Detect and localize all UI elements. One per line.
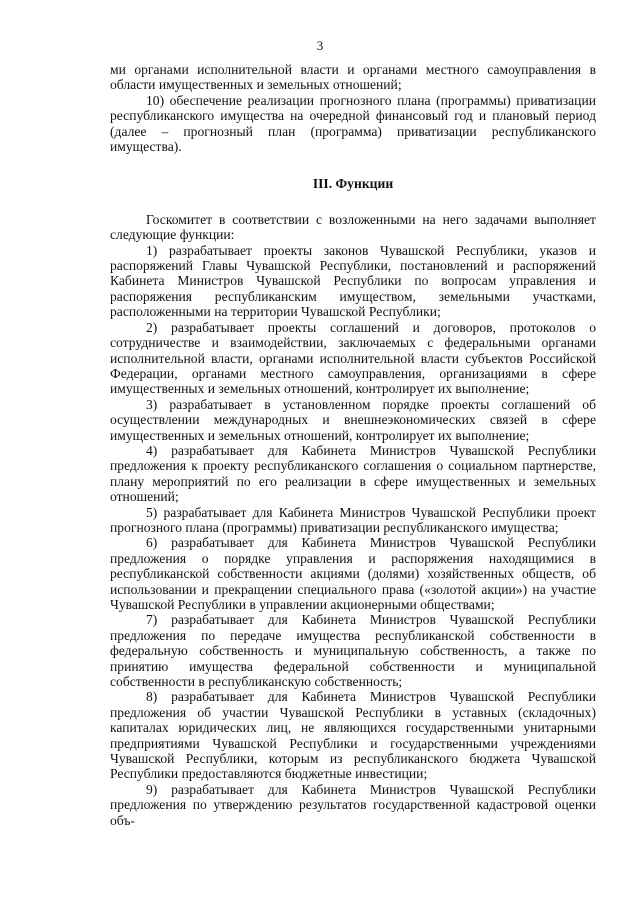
function-item-7: 7) разрабатывает для Кабинета Министров Чувашской Республики предложения по передаче имущества республиканской собственности в федеральную собственность и муниципальную собственность, а также по принятию имущества федеральной собственности и муниципальной собственности в республиканскую собственность; [110, 612, 596, 690]
section-heading: III. Функции [312, 176, 394, 192]
function-item-6: 6) разрабатывает для Кабинета Министров Чувашской Республики предложения о порядке управления и распоряжения находящимися в республиканской собственности акциями (долями) хозяйственных обществ, об использовании и прекращении специального права («золотой акции») на участие Чувашской Республики в управлении акционерными обществами; [110, 535, 596, 612]
intro-paragraph: Госкомитет в соответствии с возложенными на него задачами выполняет следующие функции: [110, 211, 596, 243]
function-item-3: 3) разрабатывает в установленном порядке проекты соглашений об осуществлении международных и внешнеэкономических связей в сфере имущественных и земельных отношений, контролирует их выполнение; [110, 396, 596, 443]
continuation-paragraph: ми органами исполнительной власти и органами местного самоуправления в области имущественных и земельных отношений; [110, 62, 596, 93]
function-item-5: 5) разрабатывает для Кабинета Министров Чувашской Республики проект прогнозного плана (программы) приватизации республиканского имущества; [110, 504, 596, 535]
page-number: 3 [316, 38, 324, 53]
document-body [110, 62, 596, 828]
function-item-2: 2) разрабатывает проекты соглашений и договоров, протоколов о сотрудничестве и взаимодействии, заключаемых с федеральными органами исполнительной власти, органами исполнительной власти субъектов Российской Федерации, органами местного самоуправления, организациями в сфере имущественных и земельных отношений, контролирует их выполнение; [110, 319, 596, 397]
function-item-4: 4) разрабатывает для Кабинета Министров Чувашской Республики предложения к проекту республиканского соглашения о социальном партнерстве, плану мероприятий по его реализации в сфере имущественных и земельных отношений; [110, 442, 596, 505]
function-item-9: 9) разрабатывает для Кабинета Министров Чувашской Республики предложения по утверждению результатов государственной кадастровой оценки объ- [110, 781, 596, 828]
item-10-paragraph: 10) обеспечение реализации прогнозного плана (программы) приватизации республиканского имущества на очередной финансовый год и плановый период (далее – прогнозный план (программа) приватизации республиканского имущества). [110, 92, 596, 155]
function-item-8: 8) разрабатывает для Кабинета Министров Чувашской Республики предложения об участии Чувашской Республики в уставных (складочных) капиталах юридических лиц, не являющихся государственными унитарными предприятиями Чувашской Республики и государственными учреждениями Чувашской Республики, которым из республиканского бюджета Чувашской Республики предоставляются бюджетные инвестиции; [110, 689, 596, 782]
function-item-1: 1) разрабатывает проекты законов Чувашской Республики, указов и распоряжений Главы Чувашской Республики, постановлений и распоряжений Кабинета Министров Чувашской Республики по вопросам управления и распоряжения республиканским имуществом, земельными участками, расположенными на территории Чувашской Республики; [110, 242, 596, 320]
